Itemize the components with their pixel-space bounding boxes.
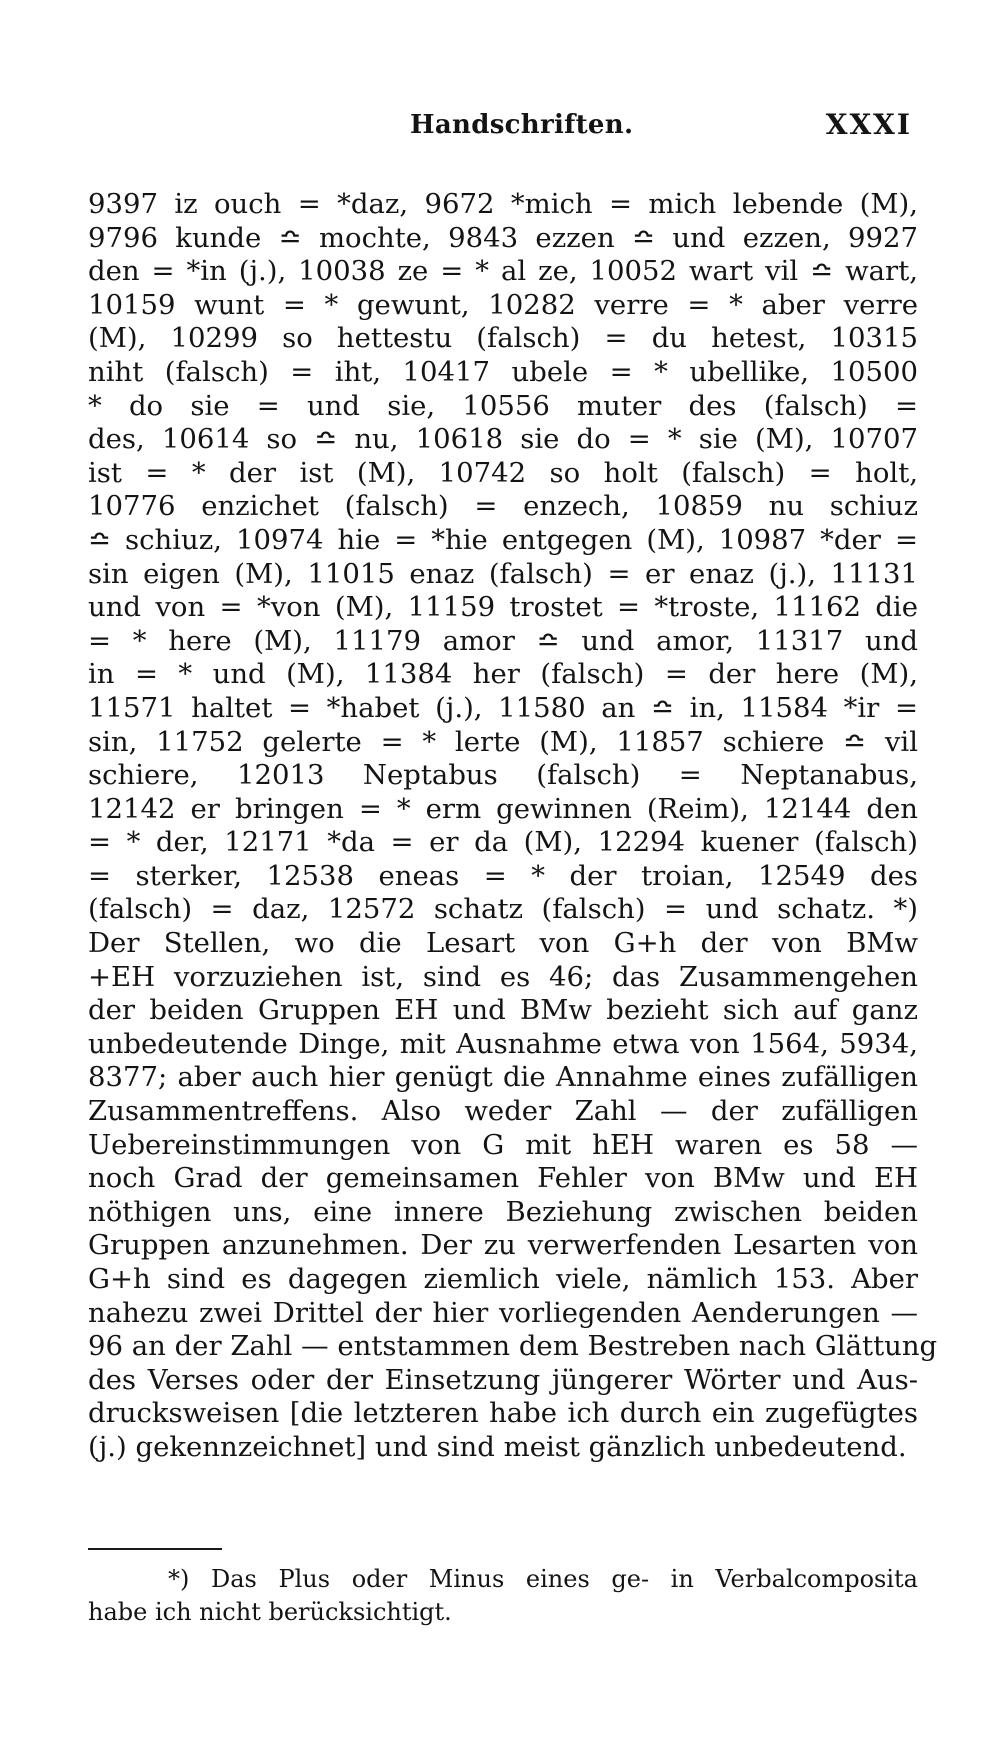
text-line: sin, 11752 gelerte = * lerte (M), 11857 schiere ≏ vil [88,725,918,758]
text-line: des, 10614 so ≏ nu, 10618 sie do = * sie (M), 10707 [88,423,918,456]
text-line: sin eigen (M), 11015 enaz (falsch) = er enaz (j.), 11131 [88,557,918,590]
text-line: und von = *von (M), 11159 trostet = *troste, 11162 die [88,591,918,624]
text-line: 8377; aber auch hier genügt die Annahme eines zufälligen [88,1061,918,1094]
text-line: der beiden Gruppen EH und BMw bezieht sich auf ganz [88,994,918,1027]
text-line: Zusammentreffens. Also weder Zahl — der zufälligen [88,1095,918,1128]
text-line: 10776 enzichet (falsch) = enzech, 10859 nu schiuz [88,490,918,523]
text-line: = sterker, 12538 eneas = * der troian, 12549 des [88,859,918,892]
text-line: nahezu zwei Drittel der hier vorliegenden Aenderungen — [88,1296,918,1329]
text-line: (M), 10299 so hettestu (falsch) = du hetest, 10315 [88,322,918,355]
text-line: unbedeutende Dinge, mit Ausnahme etwa von 1564, 5934, [88,1027,918,1060]
footnote [88,1563,918,1629]
text-line: Gruppen anzunehmen. Der zu verwerfenden Lesarten von [88,1229,918,1262]
text-line: (falsch) = daz, 12572 schatz (falsch) = und schatz. *) [88,893,918,926]
text-line: Uebereinstimmungen von G mit hEH waren es 58 — [88,1128,918,1161]
text-line: noch Grad der gemeinsamen Fehler von BMw und EH [88,1162,918,1195]
text-line: 9397 iz ouch = *daz, 9672 *mich = mich lebende (M), [88,188,918,220]
text-line: 11571 haltet = *habet (j.), 11580 an ≏ in, 11584 *ir = [88,691,918,724]
text-line: des Verses oder der Einsetzung jüngerer Wörter und Aus- [88,1363,918,1396]
text-line: (j.) gekennzeichnet] und sind meist gänzlich unbedeutend. [88,1430,907,1463]
body-text [88,188,938,1465]
page-number: XXXI [825,108,912,141]
text-line: 96 an der Zahl — entstammen dem Bestreben nach Glättung [88,1330,938,1363]
text-line: in = * und (M), 11384 her (falsch) = der here (M), [88,658,918,691]
footnote-line: *) Das Plus oder Minus eines ge- in Verbalcomposita [168,1565,918,1593]
text-line: = * here (M), 11179 amor ≏ und amor, 11317 und [88,624,918,657]
text-line: niht (falsch) = iht, 10417 ubele = * ubellike, 10500 [88,355,918,388]
text-line: den = *in (j.), 10038 ze = * al ze, 10052 wart vil ≏ wart, [88,255,918,288]
text-line: nöthigen uns, eine innere Beziehung zwischen beiden [88,1195,918,1228]
text-line: +EH vorzuziehen ist, sind es 46; das Zusammengehen [88,960,918,993]
text-line: G+h sind es dagegen ziemlich viele, nämlich 153. Aber [88,1263,918,1295]
text-line: ≏ schiuz, 10974 hie = *hie entgegen (M), 10987 *der = [88,523,918,556]
text-line: drucksweisen [die letzteren habe ich durch ein zugefügtes [88,1397,918,1430]
text-line: ist = * der ist (M), 10742 so holt (falsch) = holt, [88,456,918,489]
text-line: * do sie = und sie, 10556 muter des (falsch) = [88,389,918,422]
text-line: 9796 kunde ≏ mochte, 9843 ezzen ≏ und ezzen, 9927 [88,221,918,254]
text-line: Der Stellen, wo die Lesart von G+h der von BMw [88,927,918,960]
text-line: 12142 er bringen = * erm gewinnen (Reim), 12144 den [88,792,918,825]
text-line: 10159 wunt = * gewunt, 10282 verre = * aber verre [88,288,918,321]
running-title: Handschriften. [410,110,634,140]
text-line: schiere, 12013 Neptabus (falsch) = Neptanabus, [88,759,918,792]
footnote-line: habe ich nicht berücksichtigt. [88,1598,452,1626]
footnote-divider [88,1548,222,1550]
text-line: = * der, 12171 *da = er da (M), 12294 kuener (falsch) [88,826,918,859]
page-header [88,110,918,150]
